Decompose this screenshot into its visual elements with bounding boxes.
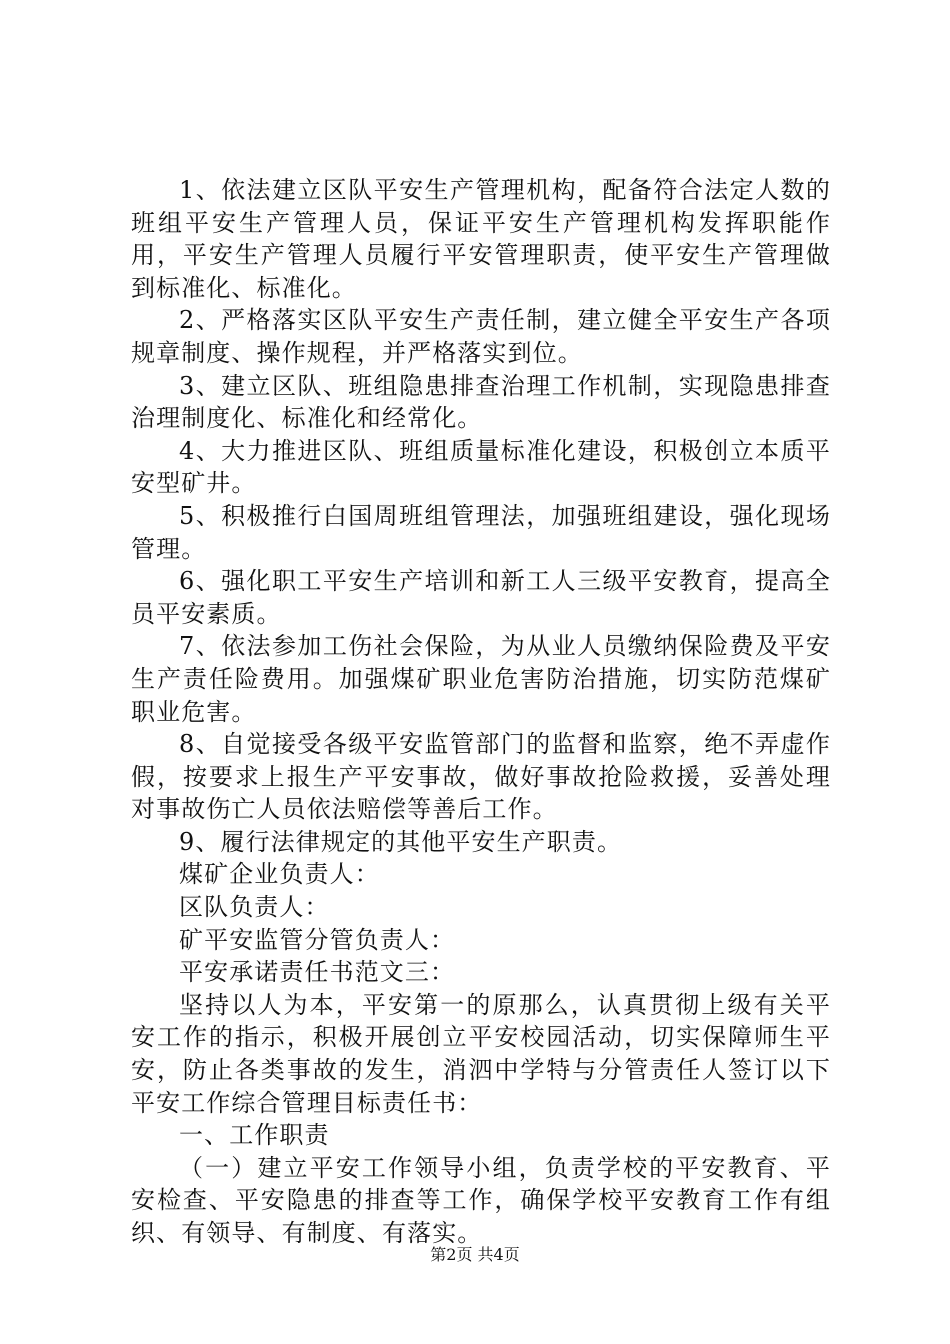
page-number-footer: 第2页 共4页 bbox=[430, 1245, 520, 1264]
paragraph-duty-1: （一）建立平安工作领导小组，负责学校的平安教育、平安检查、平安隐患的排查等工作，确保学校平安教育工作有组织、有领导、有制度、有落实。 bbox=[131, 1153, 831, 1247]
paragraph-1: 1、依法建立区队平安生产管理机构，配备符合法定人数的班组平安生产管理人员，保证平安生产管理机构发挥职能作用，平安生产管理人员履行平安管理职责，使平安生产管理做到标准化、标准化。 bbox=[131, 176, 831, 302]
signature-line-mine-head: 煤矿企业负责人： bbox=[179, 860, 380, 889]
section-title: 平安承诺责任书范文三： bbox=[179, 958, 456, 987]
document-body bbox=[131, 174, 831, 1250]
paragraph-8: 8、自觉接受各级平安监管部门的监督和监察，绝不弄虚作假，按要求上报生产平安事故，做好事故抢险救援，妥善处理对事故伤亡人员依法赔偿等善后工作。 bbox=[131, 730, 831, 824]
paragraph-6: 6、强化职工平安生产培训和新工人三级平安教育，提高全员平安素质。 bbox=[131, 567, 831, 628]
paragraph-3: 3、建立区队、班组隐患排查治理工作机制，实现隐患排查治理制度化、标准化和经常化。 bbox=[131, 371, 831, 433]
paragraph-2: 2、严格落实区队平安生产责任制，建立健全平安生产各项规章制度、操作规程，并严格落实到位。 bbox=[131, 306, 831, 367]
signature-line-team-head: 区队负责人： bbox=[179, 893, 330, 922]
paragraph-4: 4、大力推进区队、班组质量标准化建设，积极创立本质平安型矿井。 bbox=[131, 436, 831, 498]
paragraph-intro: 坚持以人为本，平安第一的原那么，认真贯彻上级有关平安工作的指示，积极开展创立平安校园活动，切实保障师生平安，防止各类事故的发生，消泗中学特与分管责任人签订以下平安工作综合管理目标责任书： bbox=[131, 990, 831, 1117]
signature-line-safety-head: 矿平安监管分管负责人： bbox=[179, 925, 456, 954]
heading-work-duties: 一、工作职责 bbox=[179, 1121, 330, 1150]
paragraph-9: 9、履行法律规定的其他平安生产职责。 bbox=[179, 827, 623, 856]
paragraph-5: 5、积极推行白国周班组管理法，加强班组建设，强化现场管理。 bbox=[131, 501, 831, 563]
paragraph-7: 7、依法参加工伤社会保险，为从业人员缴纳保险费及平安生产责任险费用。加强煤矿职业危害防治措施，切实防范煤矿职业危害。 bbox=[131, 632, 831, 726]
